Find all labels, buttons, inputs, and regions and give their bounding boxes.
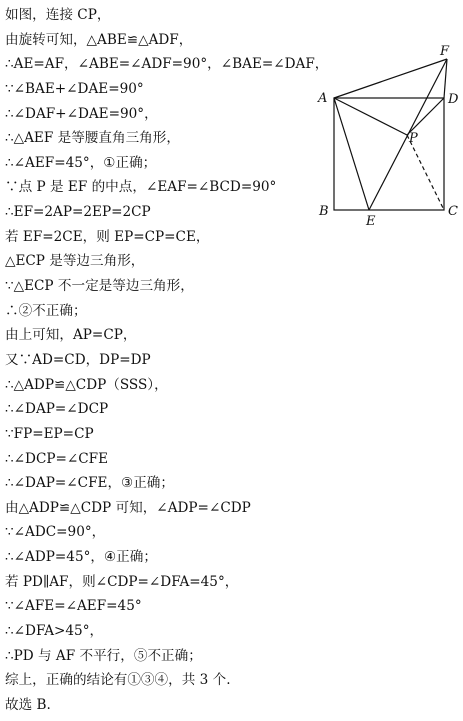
segment-cp xyxy=(407,135,444,210)
solution-line: ∴△ADP≌△CDP（SSS）， xyxy=(5,376,168,393)
solution-line: 由上可知，AP=CP， xyxy=(5,327,137,344)
solution-line: 由旋转可知，△ABE≌△ADF， xyxy=(5,31,193,48)
solution-line: ∴PD 与 AF 不平行，⑤不正确； xyxy=(5,647,202,664)
label-a: A xyxy=(318,91,328,106)
solution-line: ∴∠DAP=∠CFE，③正确； xyxy=(5,475,174,492)
segment-dp xyxy=(407,98,444,135)
solution-line: 如图，连接 CP， xyxy=(5,7,111,23)
geometry-figure xyxy=(312,38,462,228)
solution-line: ∵∠ADC=90°， xyxy=(5,524,106,541)
label-d: D xyxy=(448,92,459,107)
solution-line: ∴∠DAF+∠DAE=90°， xyxy=(5,105,158,122)
label-p: P xyxy=(409,131,418,146)
label-c: C xyxy=(448,204,458,219)
label-b: B xyxy=(319,204,329,219)
solution-line: ∴△AEF 是等腰直角三角形， xyxy=(5,130,180,147)
solution-line: ∴∠ADP=45°，④正确； xyxy=(5,549,157,566)
solution-line: ∴∠DAP=∠DCP xyxy=(5,401,109,418)
solution-line: ∴∠DFA>45°， xyxy=(5,623,104,640)
solution-line: ∴AE=AF，∠ABE=∠ADF=90°，∠BAE=∠DAF， xyxy=(5,56,329,73)
solution-line: ∴②不正确； xyxy=(5,302,87,319)
solution-line: ∴∠AEF=45°，①正确； xyxy=(5,154,157,171)
solution-line: ∵∠AFE=∠AEF=45° xyxy=(5,598,142,615)
solution-line: ∴EF=2AP=2EP=2CP xyxy=(5,204,151,221)
solution-line: 又∵AD=CD，DP=DP xyxy=(5,351,151,368)
solution-line: ∵点 P 是 EF 的中点，∠EAF=∠BCD=90° xyxy=(5,179,277,196)
label-e: E xyxy=(366,214,376,228)
solution-line: 故选 B. xyxy=(5,696,51,713)
solution-line: ∴∠DCP=∠CFE xyxy=(5,450,109,467)
segment-ap xyxy=(334,98,407,135)
label-f: F xyxy=(440,44,450,59)
solution-line: △ECP 是等边三角形， xyxy=(5,253,145,270)
solution-line: ∵△ECP 不一定是等边三角形， xyxy=(5,278,194,295)
solution-line: 若 PD∥AF，则∠CDP=∠DFA=45°， xyxy=(5,573,239,590)
solution-line: ∵∠BAE+∠DAE=90° xyxy=(5,80,144,97)
solution-text xyxy=(5,3,345,718)
solution-line: ∵FP=EP=CP xyxy=(5,425,94,442)
solution-line: 综上，正确的结论有①③④，共 3 个. xyxy=(5,672,231,689)
solution-line: 由△ADP≌△CDP 可知，∠ADP=∠CDP xyxy=(5,499,251,516)
segment-ae xyxy=(334,98,369,210)
solution-line: 若 EF=2CE，则 EP=CP=CE， xyxy=(5,228,210,245)
